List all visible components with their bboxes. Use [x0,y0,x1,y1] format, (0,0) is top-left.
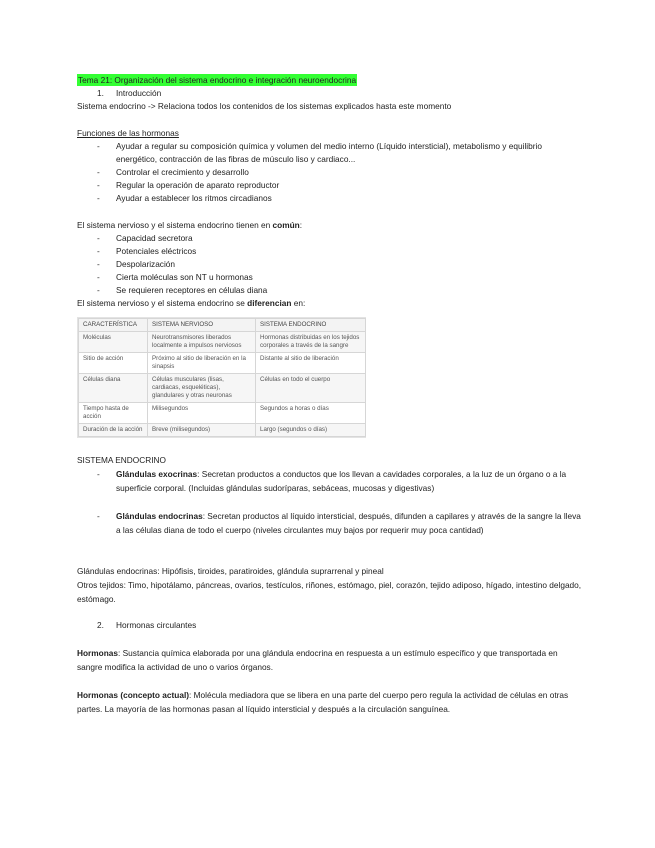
endocrinas-text: : Secretan productos al líquido intersticial, después, difunden a capilares y através de la sangre la lleva a las células diana de todo el cuerpo (niveles circulantes muy bajos por requerir muy poca cantidad) [116,511,581,535]
document-title: Tema 21: Organización del sistema endocrino e integración neuroendocrina [78,75,357,85]
table-header-row [79,319,366,332]
glandulas-list [77,467,582,537]
hormonas-definition [77,646,582,674]
comun-list [77,232,582,297]
comun-bold: común [272,220,300,230]
title-line [77,74,582,87]
diferencian-bold: diferencian [247,298,292,308]
comun-suffix: : [299,220,303,230]
exocrinas-text: : Secretan productos a conductos que los llevan a cavidades corporales, a la luz de un órgano o a la superficie corporal. (Incluidas glándulas sudoríparas, sebáceas, mucosas y digestivas) [116,469,567,493]
table-cell: Duración de la acción [79,424,148,437]
comun-line [77,219,582,232]
table-cell: Distante al sitio de liberación [256,353,366,374]
section-2-number: 2. [97,620,104,630]
section-2-label: Hormonas circulantes [116,620,197,630]
hormonas-text: : Sustancia química elaborada por una glándula endocrina en respuesta a un estímulo específico y que transportada en sangre modifica la actividad de uno o varios órganos. [77,648,558,672]
glandulas-endocrinas-line: Glándulas endocrinas: Hipófisis, tiroides, paratiroides, glándula suprarrenal y pineal [77,566,384,576]
table-row [79,353,366,374]
list-item: - Regular la operación de aparato reproductor [77,179,582,192]
table-cell: Células en todo el cuerpo [256,374,366,403]
list-item-endocrinas [77,509,582,537]
table-cell: Milisegundos [148,403,256,424]
diferencian-line [77,297,582,310]
hormonas-concepto-actual [77,688,582,716]
document-page [77,74,582,716]
list-item: - Despolarización [77,258,582,271]
list-item: - Ayudar a establecer los ritmos circadianos [77,192,582,205]
section-1-number: 1. [97,88,104,98]
hormonas-bold: Hormonas [77,648,119,658]
table-row [79,332,366,353]
intro-line: Sistema endocrino -> Relaciona todos los contenidos de los sistemas explicados hasta este momento [77,101,452,111]
list-item: - Ayudar a regular su composición química y volumen del medio interno (Líquido intersticial), metabolismo y equilibrio energético, contracción de las fibras de músculo liso y cardiaco... [77,140,582,166]
list-item: - Capacidad secretora [77,232,582,245]
comparison-table-image [77,317,366,438]
list-item: - Cierta moléculas son NT u hormonas [77,271,582,284]
table-header: SISTEMA ENDOCRINO [256,319,366,332]
table-header: CARACTERÍSTICA [79,319,148,332]
table-cell: Moléculas [79,332,148,353]
section-2-heading [77,619,582,632]
comun-prefix: El sistema nervioso y el sistema endocrino tienen en [77,220,273,230]
endocrinas-bold: Glándulas endocrinas [116,511,203,521]
table-cell: Breve (milisegundos) [148,424,256,437]
table-cell: Tiempo hasta de acción [79,403,148,424]
table-cell: Próximo al sitio de liberación en la sinapsis [148,353,256,374]
table-row [79,424,366,437]
funciones-heading: Funciones de las hormonas [77,128,179,138]
funciones-list [77,140,582,205]
hormonas-actual-bold: Hormonas (concepto actual) [77,690,190,700]
table-row [79,403,366,424]
table-cell: Hormonas distribuidas en los tejidos corporales a través de la sangre [256,332,366,353]
table-cell: Células diana [79,374,148,403]
table-header: SISTEMA NERVIOSO [148,319,256,332]
hormonas-actual-text: : Molécula mediadora que se libera en una parte del cuerpo pero regula la actividad de células en otras partes. La mayoría de las hormonas pasan al líquido intersticial y después a la circulación sanguínea. [77,690,569,714]
list-item: - Se requieren receptores en células diana [77,284,582,297]
list-item: - Controlar el crecimiento y desarrollo [77,166,582,179]
table-cell: Largo (segundos o días) [256,424,366,437]
table-row [79,374,366,403]
section-1-label: Introducción [116,88,162,98]
list-item-exocrinas [77,467,582,495]
otros-tejidos-line: Otros tejidos: Timo, hipotálamo, páncreas, ovarios, testículos, riñones, estómago, piel, corazón, tejido adiposo, hígado, intestino delgado, estómago. [77,580,582,604]
table-cell: Neurotransmisores liberados localmente a impulsos nerviosos [148,332,256,353]
table-cell: Células musculares (lisas, cardiacas, esqueléticas), glandulares y otras neuronas [148,374,256,403]
diferencian-prefix: El sistema nervioso y el sistema endocrino se [77,298,248,308]
sistema-endocrino-heading: SISTEMA ENDOCRINO [77,455,166,465]
table-cell: Sitio de acción [79,353,148,374]
list-item: - Potenciales eléctricos [77,245,582,258]
table-cell: Segundos a horas o días [256,403,366,424]
diferencian-suffix: en: [291,298,306,308]
section-1-heading [77,87,582,100]
exocrinas-bold: Glándulas exocrinas [116,469,198,479]
comparison-table [78,318,366,437]
